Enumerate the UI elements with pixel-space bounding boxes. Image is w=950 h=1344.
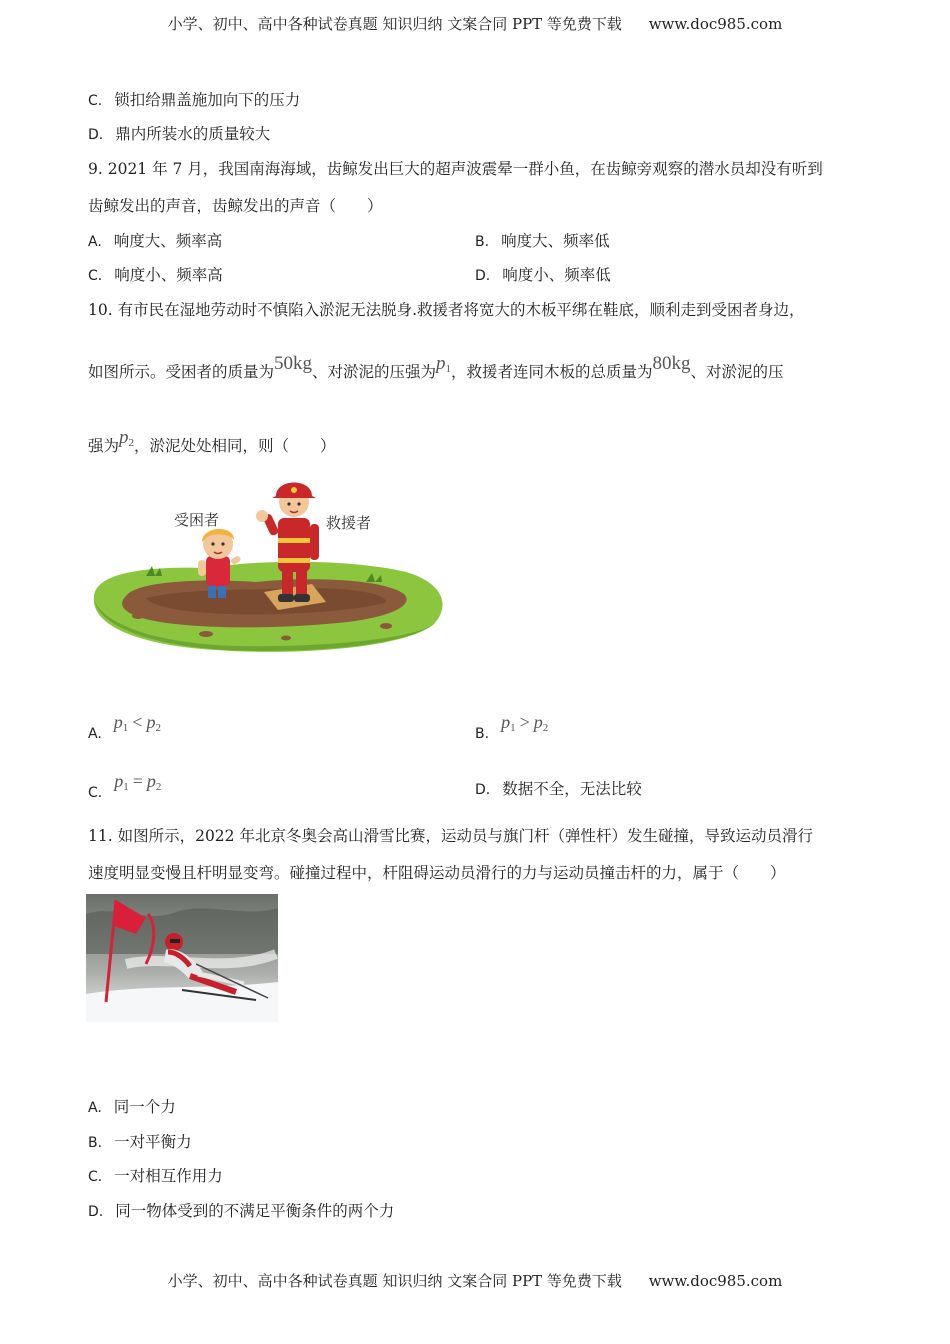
page-footer	[0, 1270, 950, 1291]
mud-clump	[132, 613, 144, 619]
option-text: 锁扣给鼎盖施加向下的压力	[114, 91, 301, 109]
q9-option-d[interactable]	[475, 265, 611, 286]
q11-option-d[interactable]	[88, 1201, 394, 1222]
q10-stem-line3	[88, 427, 336, 461]
option-text: 一对平衡力	[114, 1133, 192, 1151]
q9-option-b[interactable]	[475, 231, 610, 252]
footer-text: 小学、初中、高中各种试卷真题 知识归纳 文案合同 PPT 等免费下载	[167, 1272, 622, 1290]
label-trapped: 受困者	[174, 511, 220, 529]
operator: >	[519, 712, 530, 732]
mud-clump	[380, 623, 392, 629]
mud-clump	[281, 636, 291, 641]
subscript: 2	[128, 437, 135, 449]
stem-text: 、对淤泥的压强为	[312, 363, 437, 381]
mud-rescue-figure	[86, 478, 448, 654]
footer-site[interactable]: www.doc985.com	[648, 1272, 783, 1290]
subscript: 2	[542, 722, 549, 734]
q10-stem-line2	[88, 353, 784, 387]
option-text: 一对相互作用力	[114, 1167, 223, 1185]
p: p	[113, 712, 123, 732]
option-label: A.	[88, 726, 102, 742]
option-label: B.	[475, 726, 490, 742]
subscript: 2	[155, 722, 161, 734]
option-label: D.	[475, 268, 491, 284]
header-text: 小学、初中、高中各种试卷真题 知识归纳 文案合同 PPT 等免费下载	[167, 15, 622, 33]
p: p	[501, 712, 511, 732]
stem-text: ，淤泥处处相同，则（ ）	[134, 437, 336, 455]
q8-option-c[interactable]	[88, 90, 300, 111]
option-label: D.	[88, 1204, 104, 1220]
pressure-p2: p	[119, 427, 129, 448]
q11-option-a[interactable]	[88, 1097, 176, 1118]
option-label: B.	[88, 1135, 103, 1151]
stem-text: 、对淤泥的压	[690, 363, 784, 381]
mass-trapped: 50kg	[274, 353, 313, 374]
p: p	[146, 771, 156, 791]
p: p	[146, 712, 156, 732]
q10-option-d[interactable]	[475, 779, 642, 800]
option-label: C.	[88, 93, 103, 109]
option-text: 数据不全，无法比较	[502, 780, 642, 798]
p: p	[114, 771, 124, 791]
q8-option-d[interactable]	[88, 124, 270, 145]
subscript: 1	[122, 722, 129, 734]
p: p	[533, 712, 543, 732]
option-label: C.	[88, 268, 103, 284]
mass-rescuer: 80kg	[652, 353, 691, 374]
stem-text: ，救援者连同木板的总质量为	[451, 363, 653, 381]
option-text: 响度大、频率高	[113, 232, 223, 250]
option-label: C.	[88, 785, 103, 801]
q11-stem-line1: 11. 如图所示，2022 年北京冬奥会高山滑雪比赛，运动员与旗门杆（弹性杆）发生碰撞，导致运动员滑行	[88, 827, 813, 845]
option-label: A.	[88, 234, 102, 250]
option-text: 响度小、频率低	[502, 266, 611, 284]
option-text: 响度小、频率高	[114, 266, 223, 284]
option-text: 鼎内所装水的质量较大	[115, 125, 271, 143]
page-header	[0, 13, 950, 34]
option-label: D.	[88, 127, 104, 143]
option-label: C.	[88, 1169, 103, 1185]
subscript: 2	[155, 781, 162, 793]
stem-text: 强为	[88, 437, 120, 455]
stem-text: 如图所示。受困者的质量为	[88, 363, 275, 381]
pressure-p1: p	[436, 353, 446, 374]
q11-stem-line2: 速度明显变慢且杆明显变弯。碰撞过程中，杆阻碍运动员滑行的力与运动员撞击杆的力，属于（ ）	[88, 864, 786, 882]
skier-gate-photo	[86, 894, 278, 1022]
q11-option-c[interactable]	[88, 1166, 223, 1187]
option-text: 响度大、频率低	[501, 232, 610, 250]
q9-option-c[interactable]	[88, 265, 223, 286]
q10-option-a[interactable]	[88, 712, 161, 746]
option-label: D.	[475, 782, 491, 798]
option-label: B.	[475, 234, 490, 250]
q10-option-b[interactable]	[475, 712, 548, 746]
subscript: 1	[445, 363, 452, 375]
option-label: A.	[88, 1100, 102, 1116]
q11-option-b[interactable]	[88, 1132, 192, 1153]
q9-option-a[interactable]	[88, 231, 222, 252]
subscript: 1	[510, 722, 516, 734]
operator: <	[132, 712, 143, 732]
q10-stem-line1: 10. 有市民在湿地劳动时不慎陷入淤泥无法脱身.救援者将宽大的木板平绑在鞋底，顺利走到受困者身边，	[88, 301, 805, 319]
option-text: 同一个力	[113, 1098, 176, 1116]
q10-option-c[interactable]	[88, 771, 161, 805]
q9-stem-line2: 齿鲸发出的声音，齿鲸发出的声音（ ）	[88, 197, 383, 215]
header-site[interactable]: www.doc985.com	[648, 15, 783, 33]
q9-stem-line1: 9. 2021 年 7 月，我国南海海域，齿鲸发出巨大的超声波震晕一群小鱼，在齿鲸旁观察的潜水员却没有听到	[88, 160, 823, 178]
option-text: 同一物体受到的不满足平衡条件的两个力	[115, 1202, 395, 1220]
subscript: 1	[123, 781, 129, 793]
label-rescuer: 救援者	[326, 514, 372, 532]
operator: =	[132, 771, 143, 791]
mud-clump	[199, 631, 213, 637]
